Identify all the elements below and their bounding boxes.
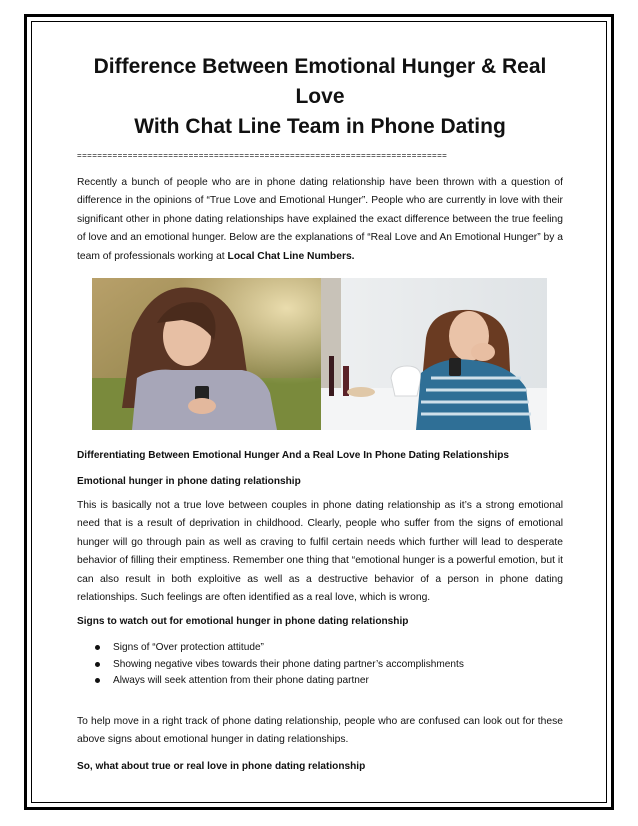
emotional-hunger-paragraph: This is basically not a true love between couples in phone dating relationship as it’s a strong emotional need that is a result of deprivation in childhood. Clearly, people who suffer from the signs of emotional hunger will go through pain as well as craving to fulfil certain needs which further will lead to desperate behavior of filling their emptiness. Remember one thing that “emotional hunger is a powerful emotion, but it can also result in both exploitive as well as a destructive behavior of a person in phone dating relationships. Such feelings are often identified as a real love, which is wrong.	[77, 500, 563, 604]
local-chat-line-link[interactable]: Local Chat Line Numbers.	[227, 250, 355, 262]
section-heading-emotional-hunger: Emotional hunger in phone dating relationship	[77, 476, 301, 488]
bullet-icon	[95, 662, 100, 667]
photo-woman-texting-outdoors	[92, 278, 321, 430]
list-item-text: Showing negative vibes towards their phone dating partner’s accomplishments	[113, 658, 464, 670]
list-item	[77, 657, 563, 673]
list-item-text: Signs of “Over protection attitude”	[113, 642, 264, 654]
photo-row	[77, 278, 563, 430]
bullet-icon	[95, 645, 100, 650]
document-title	[77, 52, 563, 142]
list-item-text: Always will seek attention from their phone dating partner	[113, 675, 369, 687]
separator-line: =========================================================================	[77, 151, 448, 160]
section-heading-signs: Signs to watch out for emotional hunger in phone dating relationship	[77, 616, 409, 628]
section-heading-true-love: So, what about true or real love in phone dating relationship	[77, 760, 366, 772]
intro-text: Recently a bunch of people who are in phone dating relationship have been thrown with a question of difference in the opinions of “True Love and Emotional Hunger”. People who are currently in love with their significant other in phone dating relationships have explained the exact difference between the true feeling of love and an emotional hunger. Below are the explanations of “Real Love and An Emotional Hunger” by a team of professionals working at	[77, 177, 563, 262]
section-heading-differentiating: Differentiating Between Emotional Hunger And a Real Love In Phone Dating Relationships	[77, 450, 510, 462]
document-body	[77, 52, 563, 774]
bullet-icon	[95, 678, 100, 683]
list-item	[77, 640, 563, 656]
closing-paragraph: To help move in a right track of phone dating relationship, people who are confused can look out for these above signs about emotional hunger in dating relationships.	[77, 715, 563, 746]
list-item	[77, 673, 563, 689]
signs-list	[77, 640, 563, 689]
photo-woman-laughing-at-phone	[321, 278, 547, 430]
intro-paragraph	[77, 174, 563, 266]
title-line-2: With Chat Line Team in Phone Dating	[134, 115, 506, 138]
title-line-1: Difference Between Emotional Hunger & Real Love	[93, 55, 547, 108]
